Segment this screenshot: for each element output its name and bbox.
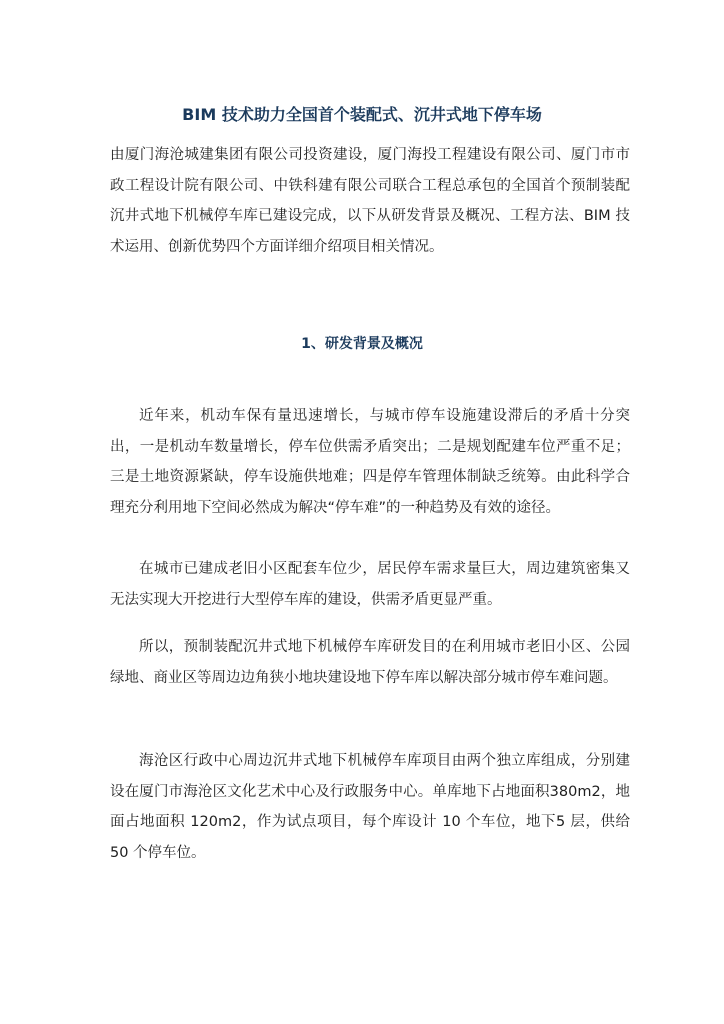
- body-paragraph: 近年来，机动车保有量迅速增长，与城市停车设施建设滞后的矛盾十分突出，一是机动车数量增长，停车位供需矛盾突出；二是规划配建车位严重不足；三是土地资源紧缺，停车设施供地难；四是停车管理体制缺乏统筹。由此科学合理充分利用地下空间必然成为解决“停车难”的一种趋势及有效的途径。: [110, 408, 630, 516]
- section-heading: 1、研发背景及概况: [301, 336, 423, 352]
- body-paragraph: 在城市已建成老旧小区配套车位少，居民停车需求量巨大，周边建筑密集又无法实现大开挖进行大型停车库的建设，供需矛盾更显严重。: [110, 561, 630, 608]
- body-paragraph: 所以，预制装配沉井式地下机械停车库研发目的在利用城市老旧小区、公园绿地、商业区等周边边角狭小地块建设地下停车库以解决部分城市停车难问题。: [110, 639, 630, 686]
- body-paragraph: 海沧区行政中心周边沉井式地下机械停车库项目由两个独立库组成，分别建设在厦门市海沧区文化艺术中心及行政服务中心。单库地下占地面积380m2，地面占地面积 120m2，作为试点项目，每个库设计 10 个车位，地下5 层，供给 50 个停车位。: [110, 753, 630, 861]
- document-title: BIM 技术助力全国首个装配式、沉井式地下停车场: [182, 105, 542, 124]
- intro-paragraph: 由厦门海沧城建集团有限公司投资建设，厦门海投工程建设有限公司、厦门市市政工程设计院有限公司、中铁科建有限公司联合工程总承包的全国首个预制装配沉井式地下机械停车库已建设完成，以下从研发背景及概况、工程方法、BIM 技术运用、创新优势四个方面详细介绍项目相关情况。: [110, 147, 630, 255]
